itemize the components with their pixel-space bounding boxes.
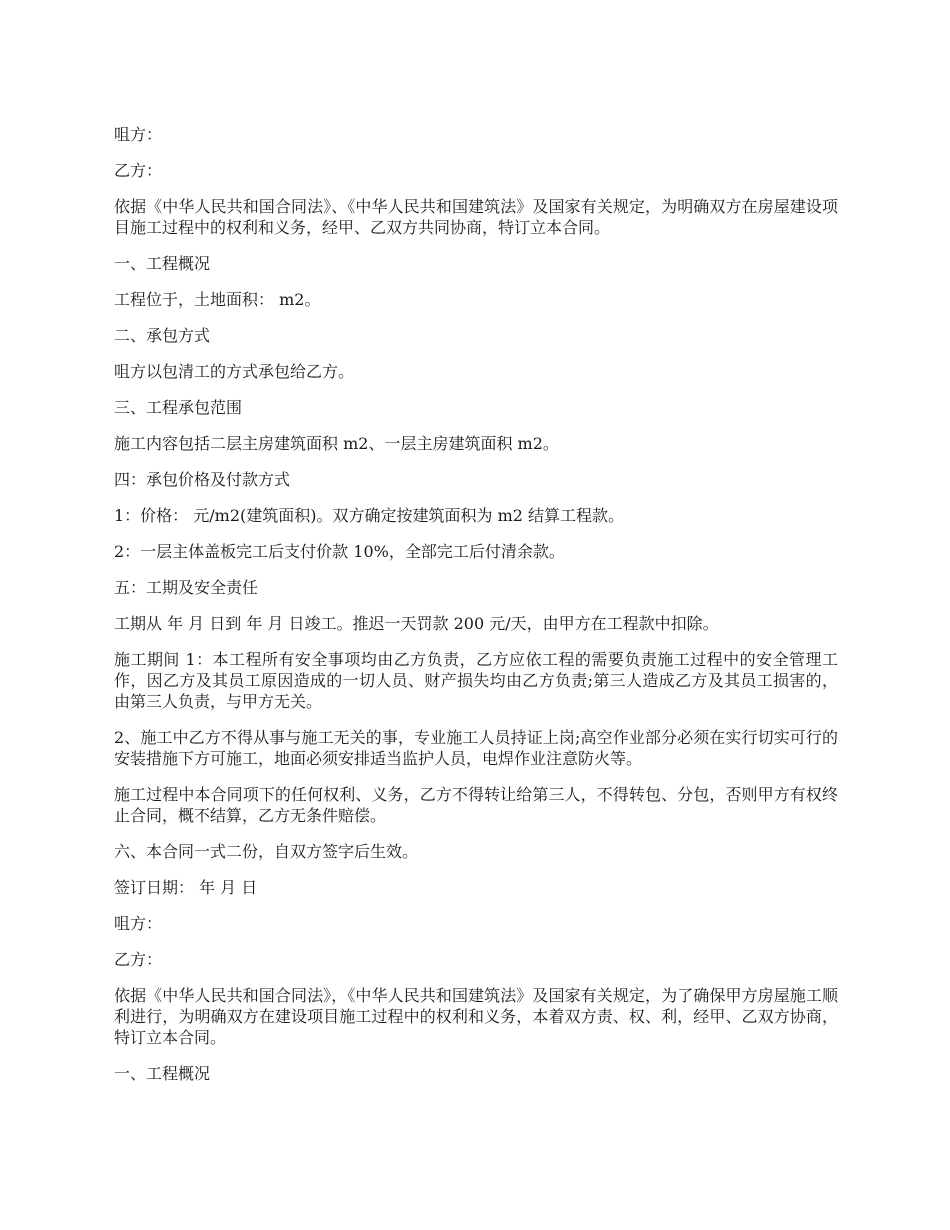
transfer-paragraph: 施工过程中本合同项下的任何权利、义务，乙方不得转让给第三人，不得转包、分包，否则甲方有权终止合同，概不结算，乙方无条件赔偿。 bbox=[114, 785, 838, 825]
party-a-label: 咀方： bbox=[114, 125, 163, 144]
contract-body bbox=[114, 124, 838, 1099]
preamble-paragraph: 依据《中华人民共和国合同法》、《中华人民共和国建筑法》及国家有关规定，为明确双方在房屋建设项目施工过程中的权利和义务，经甲、乙双方共同协商，特订立本合同。 bbox=[114, 197, 838, 237]
scope-paragraph: 施工内容包括二层主房建筑面积 m2、一层主房建筑面积 m2。 bbox=[114, 434, 559, 453]
price-paragraph: 1：价格： 元/m2(建筑面积)。双方确定按建筑面积为 m2 结算工程款。 bbox=[114, 506, 625, 525]
safety-paragraph-2: 2、施工中乙方不得从事与施工无关的事，专业施工人员持证上岗;高空作业部分必须在实行切实可行的安装措施下方可施工，地面必须安排适当监护人员，电焊作业注意防火等。 bbox=[114, 728, 838, 768]
payment-paragraph: 2：一层主体盖板完工后支付价款 10%，全部完工后付清余款。 bbox=[114, 542, 565, 561]
schedule-paragraph: 工期从 年 月 日到 年 月 日竣工。推迟一天罚款 200 元/天，由甲方在工程款中扣除。 bbox=[114, 614, 719, 633]
preamble-paragraph-2: 依据《中华人民共和国合同法》，《中华人民共和国建筑法》及国家有关规定，为了确保甲方房屋施工顺利进行，为明确双方在建设项目施工过程中的权利和义务，本着双方责、权、利，经甲、乙双方协商，特订立本合同。 bbox=[114, 986, 838, 1047]
section-heading-price-payment: 四：承包价格及付款方式 bbox=[114, 470, 291, 489]
party-b-label-2: 乙方： bbox=[114, 950, 163, 969]
section-heading-scope: 三、工程承包范围 bbox=[114, 398, 243, 417]
contract-method-paragraph: 咀方以包清工的方式承包给乙方。 bbox=[114, 362, 355, 381]
project-location-paragraph: 工程位于，土地面积： m2。 bbox=[114, 290, 321, 309]
safety-paragraph-1: 施工期间 1：本工程所有安全事项均由乙方负责，乙方应依工程的需要负责施工过程中的安全管理工作，因乙方及其员工原因造成的一切人员、财产损失均由乙方负责;第三人造成乙方及其员工损害的，由第三人负责，与甲方无关。 bbox=[114, 650, 838, 711]
party-b-label: 乙方： bbox=[114, 161, 163, 180]
party-a-label-2: 咀方： bbox=[114, 914, 163, 933]
section-heading-project-overview: 一、工程概况 bbox=[114, 254, 211, 273]
section-heading-project-overview-2: 一、工程概况 bbox=[114, 1064, 211, 1083]
section-heading-contract-method: 二、承包方式 bbox=[114, 326, 211, 345]
section-heading-schedule-safety: 五：工期及安全责任 bbox=[114, 578, 259, 597]
effectiveness-paragraph: 六、本合同一式二份，自双方签字后生效。 bbox=[114, 842, 419, 861]
signing-date: 签订日期： 年 月 日 bbox=[114, 878, 258, 897]
